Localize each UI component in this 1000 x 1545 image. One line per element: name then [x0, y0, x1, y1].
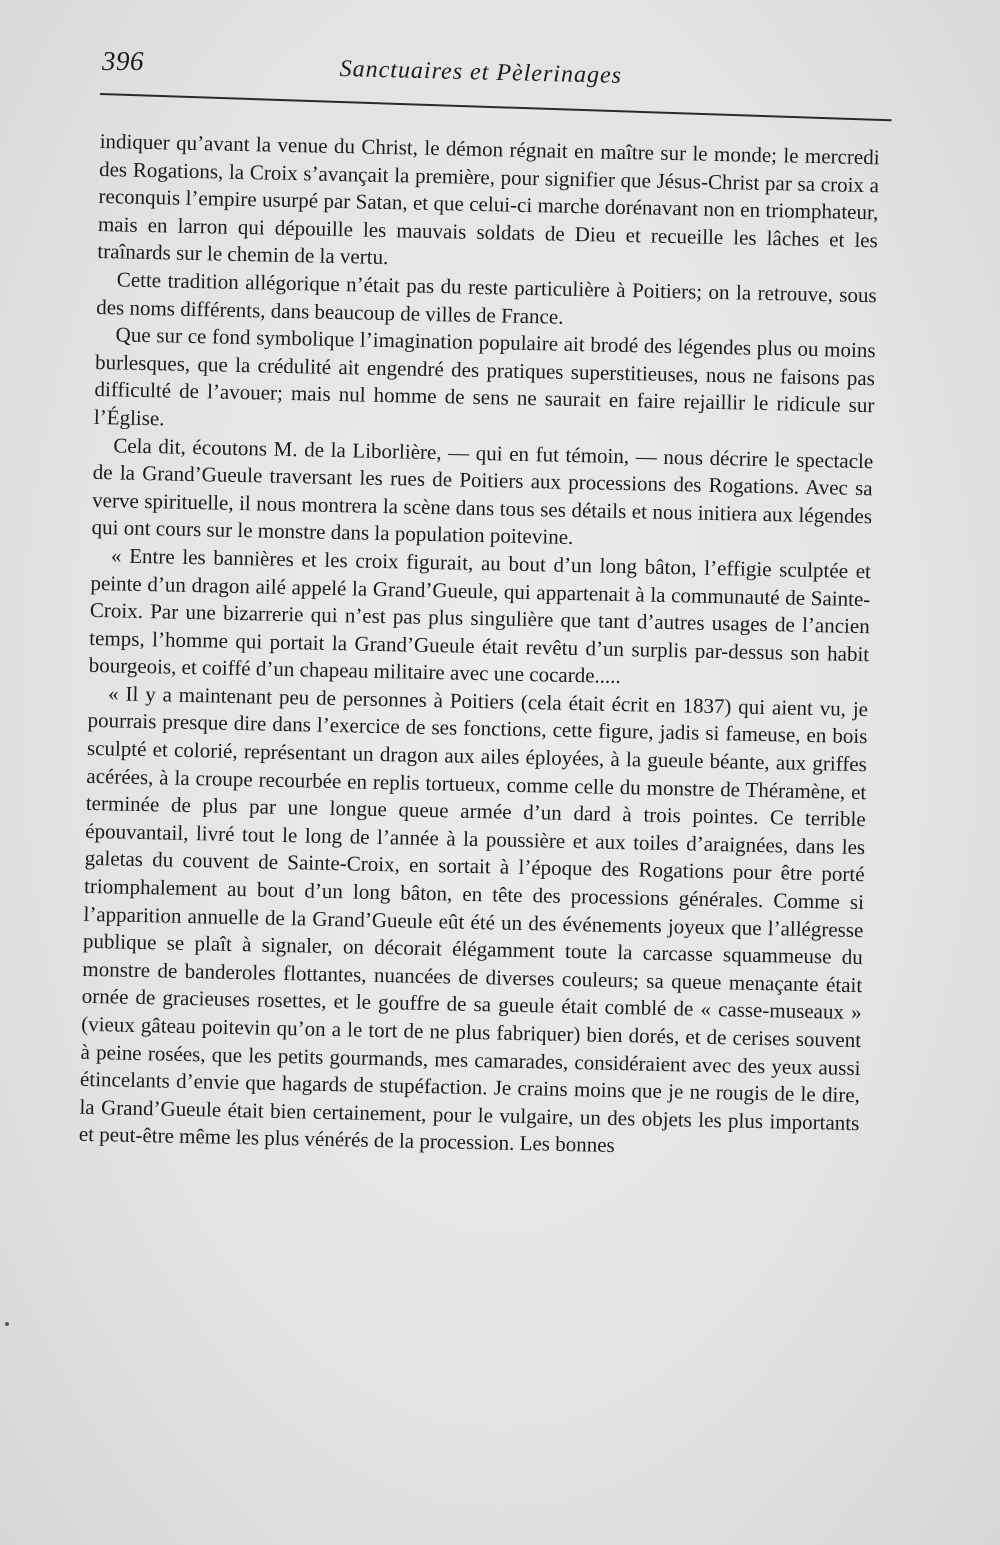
body-text [79, 128, 880, 1165]
paragraph-liborliere: Cela dit, écoutons M. de la Liborlière, — qui en fut témoin, — nous décrire le spectacle de la Grand’Gueule traversant les rues de Poitiers aux processions des Rogations. Avec sa verve spirituelle, il nous montrera la scène dans tous ses détails et nous initiera aux légendes qui ont cours sur le monstre dans la population poitevine. [91, 432, 874, 550]
margin-speck [5, 1322, 9, 1326]
paragraph-legendes: Que sur ce fond symbolique l’imagination populaire ait brodé des légendes plus ou moins burlesques, que la crédulité ait engendré des pratiques superstitieuses, nous ne faisons pas difficulté de l’avouer; mais nul homme de sens ne saurait en faire rejaillir le ridicule sur l’Église. [93, 322, 876, 431]
page-number: 396 [102, 46, 144, 76]
running-title: Sanctuaires et Pèlerinages [339, 56, 623, 89]
paragraph-tradition: Cette tradition allégorique n’était pas du reste particulière à Poitiers; on la retrouve, sous des noms différents, dans beaucoup de villes de France. [96, 267, 877, 329]
page-header [100, 46, 890, 89]
header-rule [100, 93, 892, 121]
paragraph-continued: indiquer qu’avant la venue du Christ, le démon régnait en maître sur le monde; le mercredi des Rogations, la Croix s’avançait la première, pour signifier que Jésus-Christ par sa croix a reconquis l’empire usurpé par Satan, et que celui-ci marche dorénavant non en triomphateur, mais en larron qui dépouille les mauvais soldats de Dieu et recueille les lâches et les traînards sur le chemin de la vertu. [97, 128, 880, 270]
paragraph-quote-1837: « Il y a maintenant peu de personnes à Poitiers (cela était écrit en 1837) qui aient vu, je pourrais presque dire dans l’exercice de ses fonctions, cette figure, jadis si fameuse, en bois sculpté et colorié, représentant un dragon aux ailes éployées, à la gueule béante, aux griffes acérées, à la croupe recourbée en replis tortueux, comme celle du monstre de Théramène, et terminée de plus par une longue queue armée d’un dard à trois pointes. Ce terrible épouvantail, livré tout le long de l’année à la poussière et aux toiles d’araignées, dans les galetas du couvent de Sainte-Croix, en sortait à l’époque des Rogations pour être porté triomphalement au bout d’un long bâton, en tête des processions générales. Comme si l’apparition annuelle de la Grand’Gueule eût été un des événements joyeux que l’allégresse publique se plaît à signaler, on décorait élégamment toute la carcasse squammeuse du monstre de banderoles flottantes, nuancées de diverses couleurs; sa queue menaçante était ornée de gracieuses rosettes, et le gouffre de sa gueule était comblé de « casse-museaux » (vieux gâteau poitevin qu’on a le tort de ne plus fabriquer) bien dorés, et de cerises souvent à peine rosées, que les petits gourmands, mes camarades, considéraient avec des yeux aussi étincelants d’envie que hagards de stupéfaction. Je crains moins que je ne rougis de le dire, la Grand’Gueule était bien certainement, pour le vulgaire, un des objets les plus importants et peut-être même les plus vénérés de la procession. Les bonnes [78, 681, 869, 1158]
paragraph-quote-bannieres: « Entre les bannières et les croix figurait, au bout d’un long bâton, l’effigie sculptée et peinte d’un dragon ailé appelé la Grand’Gueule, qui appartenait à la communauté de Sainte-Croix. Par une bizarrerie qui n’est pas plus singulière que tant d’autres usages de l’ancien temps, l’homme qui portait la Grand’Gueule était revêtu d’un surplis par-dessus son habit bourgeois, et coiffé d’un chapeau militaire avec une cocarde..... [88, 543, 872, 689]
